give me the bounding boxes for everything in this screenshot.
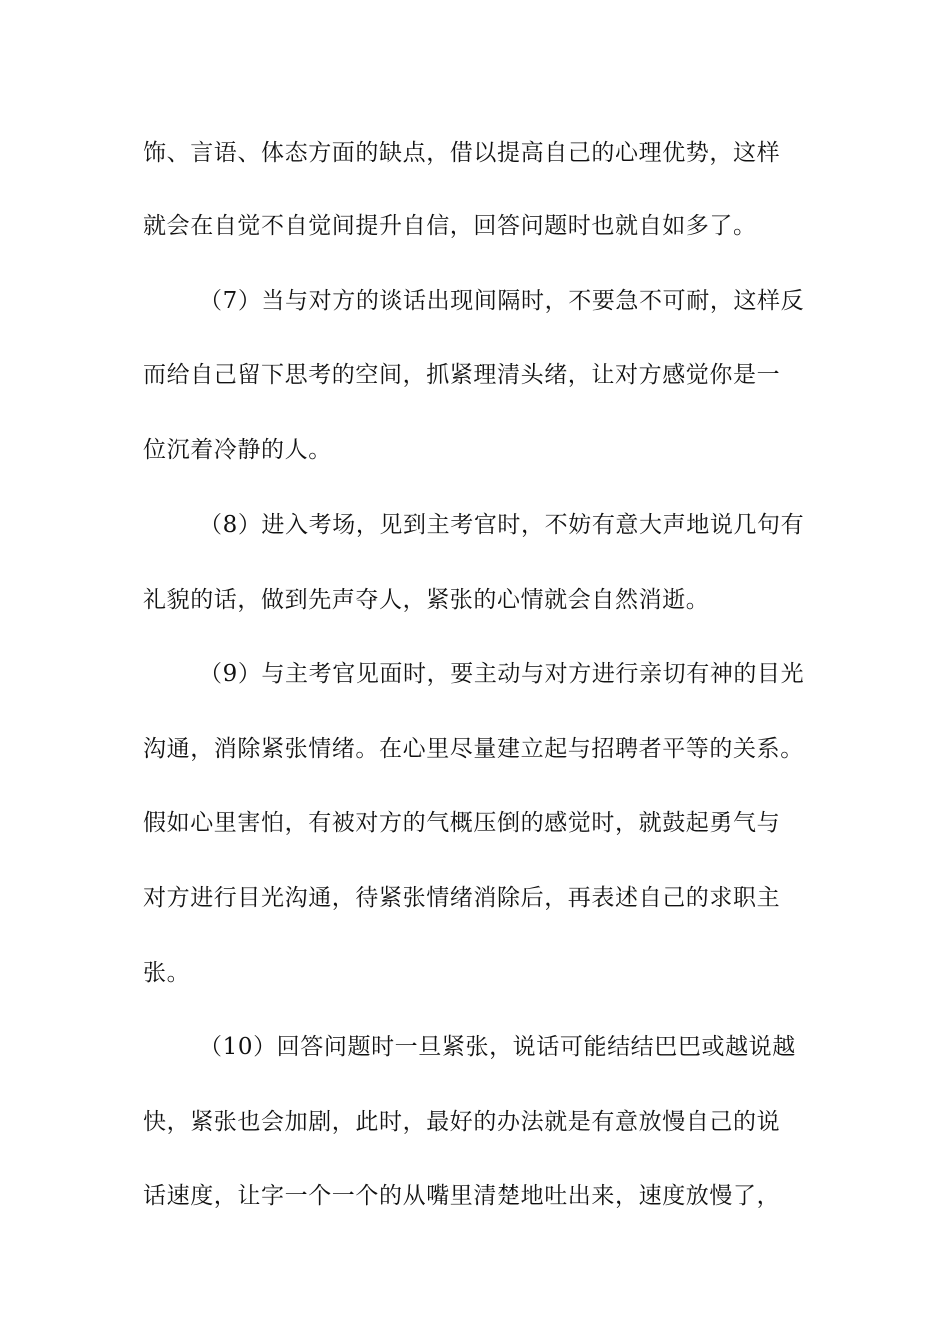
text-line: 沟通，消除紧张情绪。在心里尽量建立起与招聘者平等的关系。 xyxy=(143,736,804,762)
text-line: 而给自己留下思考的空间，抓紧理清头绪，让对方感觉你是一 xyxy=(143,362,781,388)
text-line: 假如心里害怕，有被对方的气概压倒的感觉时，就鼓起勇气与 xyxy=(143,810,781,836)
paragraph-7-first-line: （7）当与对方的谈话出现间隔时，不要急不可耐，这样反 xyxy=(199,288,805,314)
text-line: 对方进行目光沟通，待紧张情绪消除后，再表述自己的求职主 xyxy=(143,885,781,911)
text-line: 话速度，让字一个一个的从嘴里清楚地吐出来，速度放慢了， xyxy=(143,1183,781,1209)
text-line: 快，紧张也会加剧，此时，最好的办法就是有意放慢自己的说 xyxy=(143,1109,781,1135)
text-line: 饰、言语、体态方面的缺点，借以提高自己的心理优势，这样 xyxy=(143,140,781,166)
text-line: 张。 xyxy=(143,960,191,986)
paragraph-8-first-line: （8）进入考场，见到主考官时，不妨有意大声地说几句有 xyxy=(199,512,805,538)
text-line: 就会在自觉不自觉间提升自信，回答问题时也就自如多了。 xyxy=(143,213,757,239)
paragraph-9-first-line: （9）与主考官见面时，要主动与对方进行亲切有神的目光 xyxy=(199,661,805,687)
text-line: 礼貌的话，做到先声夺人，紧张的心情就会自然消逝。 xyxy=(143,587,710,613)
paragraph-10-first-line: （10）回答问题时一旦紧张，说话可能结结巴巴或越说越 xyxy=(199,1034,796,1060)
text-line: 位沉着冷静的人。 xyxy=(143,437,332,463)
